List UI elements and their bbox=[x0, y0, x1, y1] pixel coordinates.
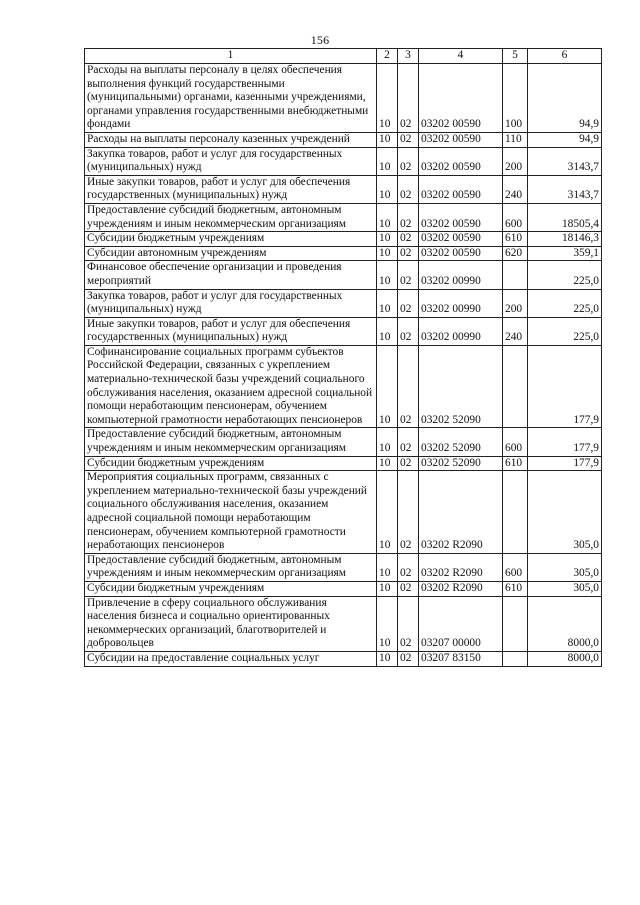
row-expense-type-cell: 600 bbox=[503, 428, 528, 456]
row-name-cell: Субсидии на предоставление социальных услуг bbox=[85, 651, 377, 666]
row-expense-type-cell: 200 bbox=[503, 147, 528, 175]
row-section-cell: 10 bbox=[377, 64, 398, 133]
row-expense-type-cell: 600 bbox=[503, 203, 528, 231]
row-target-article-cell: 03202 00590 bbox=[419, 147, 503, 175]
row-target-article-cell: 03202 52090 bbox=[419, 345, 503, 428]
row-section-cell: 10 bbox=[377, 471, 398, 554]
table-row bbox=[85, 456, 602, 471]
header-cell-4: 4 bbox=[419, 49, 503, 64]
row-subsection-cell: 02 bbox=[398, 64, 419, 133]
row-amount-cell: 305,0 bbox=[528, 581, 602, 596]
row-subsection-cell: 02 bbox=[398, 232, 419, 247]
row-section-cell: 10 bbox=[377, 261, 398, 289]
row-name-cell: Иные закупки товаров, работ и услуг для обеспечения государственных (муниципальных) нужд bbox=[85, 317, 377, 345]
row-amount-cell: 305,0 bbox=[528, 471, 602, 554]
row-expense-type-cell bbox=[503, 471, 528, 554]
row-subsection-cell: 02 bbox=[398, 553, 419, 581]
row-amount-cell: 18505,4 bbox=[528, 203, 602, 231]
row-subsection-cell: 02 bbox=[398, 175, 419, 203]
row-section-cell: 10 bbox=[377, 203, 398, 231]
header-cell-5: 5 bbox=[503, 49, 528, 64]
row-expense-type-cell bbox=[503, 651, 528, 666]
row-expense-type-cell bbox=[503, 261, 528, 289]
budget-table-body bbox=[85, 49, 602, 667]
budget-table bbox=[84, 48, 602, 667]
table-row bbox=[85, 147, 602, 175]
row-section-cell: 10 bbox=[377, 596, 398, 651]
row-name-cell: Расходы на выплаты персоналу в целях обеспечения выполнения функций государственными (муниципальными) органами, казенными учреждениями, органами управления государственными внебюджетными фондами bbox=[85, 64, 377, 133]
row-subsection-cell: 02 bbox=[398, 246, 419, 261]
row-amount-cell: 8000,0 bbox=[528, 651, 602, 666]
row-subsection-cell: 02 bbox=[398, 651, 419, 666]
header-cell-1: 1 bbox=[85, 49, 377, 64]
row-expense-type-cell bbox=[503, 345, 528, 428]
table-row bbox=[85, 651, 602, 666]
row-subsection-cell: 02 bbox=[398, 345, 419, 428]
row-expense-type-cell: 200 bbox=[503, 289, 528, 317]
page-number: 156 bbox=[310, 33, 330, 47]
table-row bbox=[85, 261, 602, 289]
row-amount-cell: 305,0 bbox=[528, 553, 602, 581]
row-amount-cell: 3143,7 bbox=[528, 147, 602, 175]
row-name-cell: Мероприятия социальных программ, связанных с укреплением материально-технической базы учреждений социального обслуживания населения, оказанием адресной социальной помощи неработающим пенсионерам, обучением компьютерной грамотности неработающих пенсионеров bbox=[85, 471, 377, 554]
row-amount-cell: 177,9 bbox=[528, 345, 602, 428]
row-amount-cell: 177,9 bbox=[528, 428, 602, 456]
row-section-cell: 10 bbox=[377, 289, 398, 317]
row-expense-type-cell: 620 bbox=[503, 246, 528, 261]
row-name-cell: Субсидии бюджетным учреждениям bbox=[85, 232, 377, 247]
row-name-cell: Субсидии бюджетным учреждениям bbox=[85, 456, 377, 471]
table-row bbox=[85, 345, 602, 428]
row-amount-cell: 359,1 bbox=[528, 246, 602, 261]
row-subsection-cell: 02 bbox=[398, 261, 419, 289]
row-target-article-cell: 03202 00990 bbox=[419, 317, 503, 345]
row-expense-type-cell: 610 bbox=[503, 581, 528, 596]
row-amount-cell: 225,0 bbox=[528, 289, 602, 317]
row-section-cell: 10 bbox=[377, 345, 398, 428]
row-target-article-cell: 03202 00590 bbox=[419, 64, 503, 133]
row-amount-cell: 225,0 bbox=[528, 317, 602, 345]
row-expense-type-cell: 610 bbox=[503, 456, 528, 471]
table-row bbox=[85, 596, 602, 651]
row-amount-cell: 8000,0 bbox=[528, 596, 602, 651]
row-expense-type-cell: 100 bbox=[503, 64, 528, 133]
row-section-cell: 10 bbox=[377, 232, 398, 247]
row-amount-cell: 94,9 bbox=[528, 132, 602, 147]
row-subsection-cell: 02 bbox=[398, 581, 419, 596]
table-row bbox=[85, 64, 602, 133]
row-target-article-cell: 03207 83150 bbox=[419, 651, 503, 666]
row-name-cell: Закупка товаров, работ и услуг для государственных (муниципальных) нужд bbox=[85, 147, 377, 175]
header-cell-3: 3 bbox=[398, 49, 419, 64]
row-target-article-cell: 03202 00590 bbox=[419, 175, 503, 203]
row-target-article-cell: 03202 00590 bbox=[419, 232, 503, 247]
row-name-cell: Предоставление субсидий бюджетным, автономным учреждениям и иным некоммерческим организациям bbox=[85, 428, 377, 456]
row-section-cell: 10 bbox=[377, 456, 398, 471]
row-section-cell: 10 bbox=[377, 147, 398, 175]
row-section-cell: 10 bbox=[377, 132, 398, 147]
table-row bbox=[85, 203, 602, 231]
row-target-article-cell: 03202 R2090 bbox=[419, 581, 503, 596]
row-target-article-cell: 03202 00990 bbox=[419, 261, 503, 289]
row-section-cell: 10 bbox=[377, 175, 398, 203]
table-row bbox=[85, 246, 602, 261]
row-name-cell: Предоставление субсидий бюджетным, автономным учреждениям и иным некоммерческим организациям bbox=[85, 203, 377, 231]
row-subsection-cell: 02 bbox=[398, 289, 419, 317]
row-name-cell: Иные закупки товаров, работ и услуг для обеспечения государственных (муниципальных) нужд bbox=[85, 175, 377, 203]
row-name-cell: Субсидии автономным учреждениям bbox=[85, 246, 377, 261]
row-amount-cell: 177,9 bbox=[528, 456, 602, 471]
row-amount-cell: 94,9 bbox=[528, 64, 602, 133]
row-name-cell: Расходы на выплаты персоналу казенных учреждений bbox=[85, 132, 377, 147]
row-expense-type-cell: 610 bbox=[503, 232, 528, 247]
row-expense-type-cell: 110 bbox=[503, 132, 528, 147]
row-amount-cell: 3143,7 bbox=[528, 175, 602, 203]
row-name-cell: Привлечение в сферу социального обслуживания населения бизнеса и социально ориентированных некоммерческих организаций, благотворителей и добровольцев bbox=[85, 596, 377, 651]
row-target-article-cell: 03202 52090 bbox=[419, 456, 503, 471]
row-name-cell: Закупка товаров, работ и услуг для государственных (муниципальных) нужд bbox=[85, 289, 377, 317]
row-target-article-cell: 03202 52090 bbox=[419, 428, 503, 456]
header-cell-2: 2 bbox=[377, 49, 398, 64]
table-header-row bbox=[85, 49, 602, 64]
table-row bbox=[85, 581, 602, 596]
row-section-cell: 10 bbox=[377, 428, 398, 456]
row-target-article-cell: 03207 00000 bbox=[419, 596, 503, 651]
row-target-article-cell: 03202 00590 bbox=[419, 132, 503, 147]
row-section-cell: 10 bbox=[377, 553, 398, 581]
table-row bbox=[85, 428, 602, 456]
row-subsection-cell: 02 bbox=[398, 317, 419, 345]
table-row bbox=[85, 289, 602, 317]
row-subsection-cell: 02 bbox=[398, 456, 419, 471]
row-expense-type-cell bbox=[503, 596, 528, 651]
row-name-cell: Предоставление субсидий бюджетным, автономным учреждениям и иным некоммерческим организациям bbox=[85, 553, 377, 581]
row-target-article-cell: 03202 R2090 bbox=[419, 471, 503, 554]
table-row bbox=[85, 232, 602, 247]
row-section-cell: 10 bbox=[377, 581, 398, 596]
row-section-cell: 10 bbox=[377, 651, 398, 666]
row-subsection-cell: 02 bbox=[398, 471, 419, 554]
row-section-cell: 10 bbox=[377, 317, 398, 345]
table-row bbox=[85, 175, 602, 203]
row-amount-cell: 225,0 bbox=[528, 261, 602, 289]
row-section-cell: 10 bbox=[377, 246, 398, 261]
table-row bbox=[85, 471, 602, 554]
row-expense-type-cell: 240 bbox=[503, 317, 528, 345]
row-subsection-cell: 02 bbox=[398, 132, 419, 147]
row-subsection-cell: 02 bbox=[398, 147, 419, 175]
row-subsection-cell: 02 bbox=[398, 596, 419, 651]
row-subsection-cell: 02 bbox=[398, 428, 419, 456]
row-target-article-cell: 03202 00590 bbox=[419, 246, 503, 261]
row-target-article-cell: 03202 00990 bbox=[419, 289, 503, 317]
row-subsection-cell: 02 bbox=[398, 203, 419, 231]
row-target-article-cell: 03202 00590 bbox=[419, 203, 503, 231]
row-name-cell: Финансовое обеспечение организации и проведения мероприятий bbox=[85, 261, 377, 289]
row-expense-type-cell: 600 bbox=[503, 553, 528, 581]
row-amount-cell: 18146,3 bbox=[528, 232, 602, 247]
header-cell-6: 6 bbox=[528, 49, 602, 64]
table-row bbox=[85, 132, 602, 147]
table-row bbox=[85, 553, 602, 581]
row-name-cell: Субсидии бюджетным учреждениям bbox=[85, 581, 377, 596]
row-target-article-cell: 03202 R2090 bbox=[419, 553, 503, 581]
table-row bbox=[85, 317, 602, 345]
row-name-cell: Софинансирование социальных программ субъектов Российской Федерации, связанных с укреплением материально-технической базы учреждений социального обслуживания населения, оказанием адресной социальной помощи неработающим пенсионерам, обучением компьютерной грамотности неработающих пенсионеров bbox=[85, 345, 377, 428]
row-expense-type-cell: 240 bbox=[503, 175, 528, 203]
